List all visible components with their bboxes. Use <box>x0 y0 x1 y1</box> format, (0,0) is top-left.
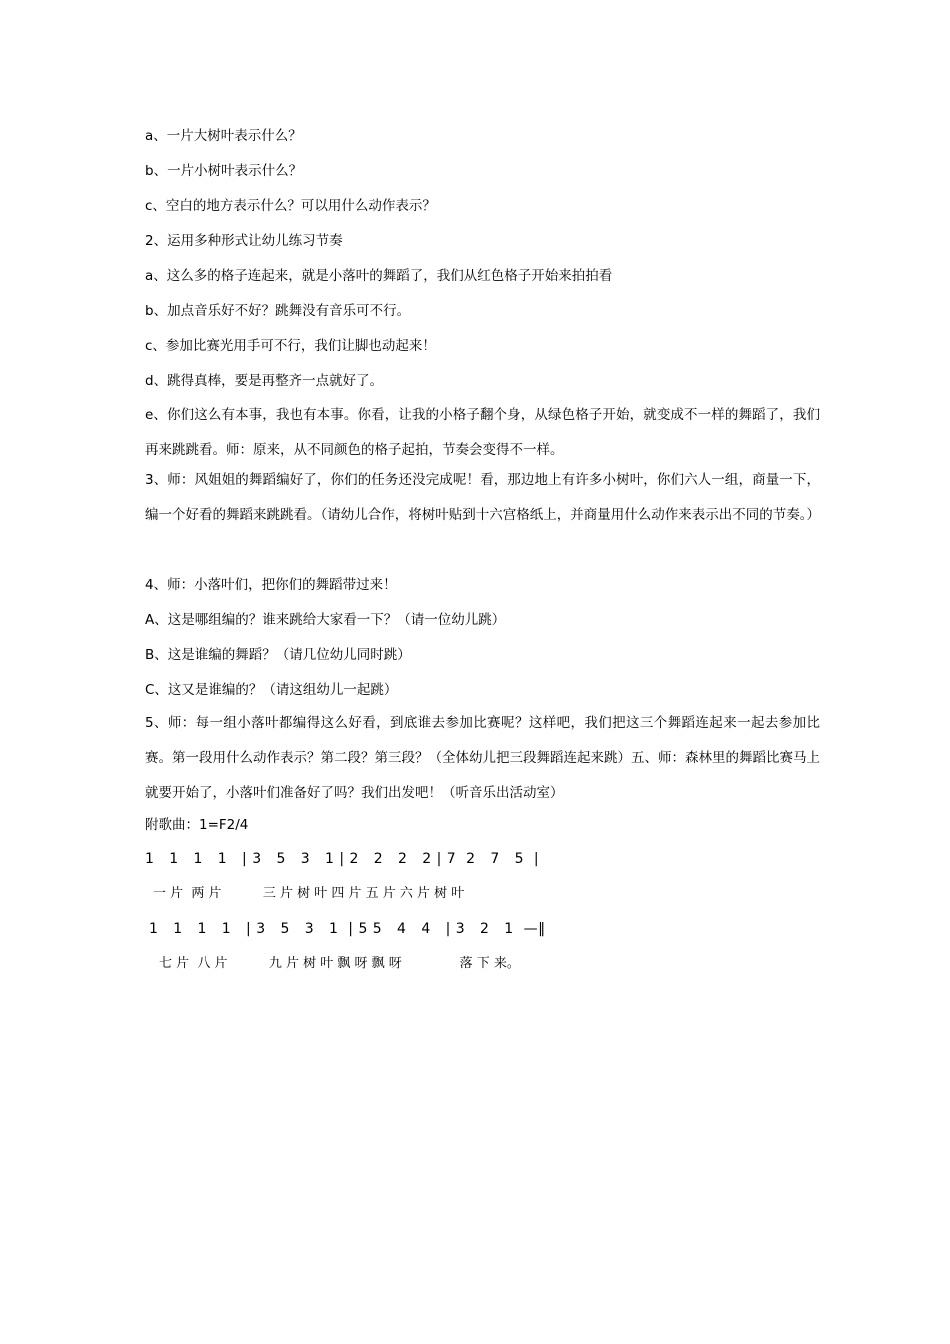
step-5-paragraph: 5、师：每一组小落叶都编得这么好看，到底谁去参加比赛呢？这样吧，我们把这三个舞蹈连起来一起去参加比赛。第一段用什么动作表示？第二段？第三段？（全体幼儿把三段舞蹈连起来跳）五、师：森林里的舞蹈比赛马上就要开始了，小落叶们准备好了吗？我们出发吧！（听音乐出活动室） <box>145 715 820 801</box>
step-4-item-B: B、这是谁编的舞蹈？（请几位幼儿同时跳） <box>145 647 411 663</box>
song-notation-line-2: 1 1 1 1 | 3 5 3 1 | 5 5 4 4 | 3 2 1 —‖ <box>149 921 546 937</box>
step-4-item-A: A、这是哪组编的？谁来跳给大家看一下？（请一位幼儿跳） <box>145 612 506 628</box>
song-lyrics-line-2: 七 片 八 片 九 片 树 叶 飘 呀 飘 呀 落 下 来。 <box>159 956 520 971</box>
step-2-item-d: d、跳得真棒，要是再整齐一点就好了。 <box>145 373 384 389</box>
step-3-paragraph: 3、师：风姐姐的舞蹈编好了，你们的任务还没完成呢！看，那边地上有许多小树叶，你们六人一组，商量一下，编一个好看的舞蹈来跳跳看。（请幼儿合作，将树叶贴到十六宫格纸上，并商量用什么动作来表示出不同的节奏。） <box>145 472 820 523</box>
song-key-signature: 附歌曲：1=F2/4 <box>145 817 249 833</box>
step-4-item-C: C、这又是谁编的？（请这组幼儿一起跳） <box>145 682 398 698</box>
step-2-heading: 2、运用多种形式让幼儿练习节奏 <box>145 233 343 249</box>
song-notation-line-1: 1 1 1 1 | 3 5 3 1 | 2 2 2 2 | 7 2 7 5 | <box>145 851 540 867</box>
step-2-item-c: c、参加比赛光用手可不行，我们让脚也动起来！ <box>145 338 436 354</box>
song-lyrics-line-1: 一 片 两 片 三 片 树 叶 四 片 五 片 六 片 树 叶 <box>153 886 465 901</box>
step-2-item-a: a、这么多的格子连起来，就是小落叶的舞蹈了，我们从红色格子开始来拍拍看 <box>145 268 613 284</box>
question-b-small-leaf: b、一片小树叶表示什么？ <box>145 163 303 179</box>
step-4-heading: 4、师：小落叶们，把你们的舞蹈带过来！ <box>145 577 397 593</box>
question-c-blank-space: c、空白的地方表示什么？可以用什么动作表示？ <box>145 198 436 214</box>
step-2-item-e: e、你们这么有本事，我也有本事。你看，让我的小格子翻个身，从绿色格子开始，就变成不一样的舞蹈了，我们再来跳跳看。师：原来，从不同颜色的格子起拍，节奏会变得不一样。 <box>145 407 820 458</box>
step-2-item-b: b、加点音乐好不好？跳舞没有音乐可不行。 <box>145 303 411 319</box>
question-a-big-leaf: a、一片大树叶表示什么？ <box>145 128 302 144</box>
